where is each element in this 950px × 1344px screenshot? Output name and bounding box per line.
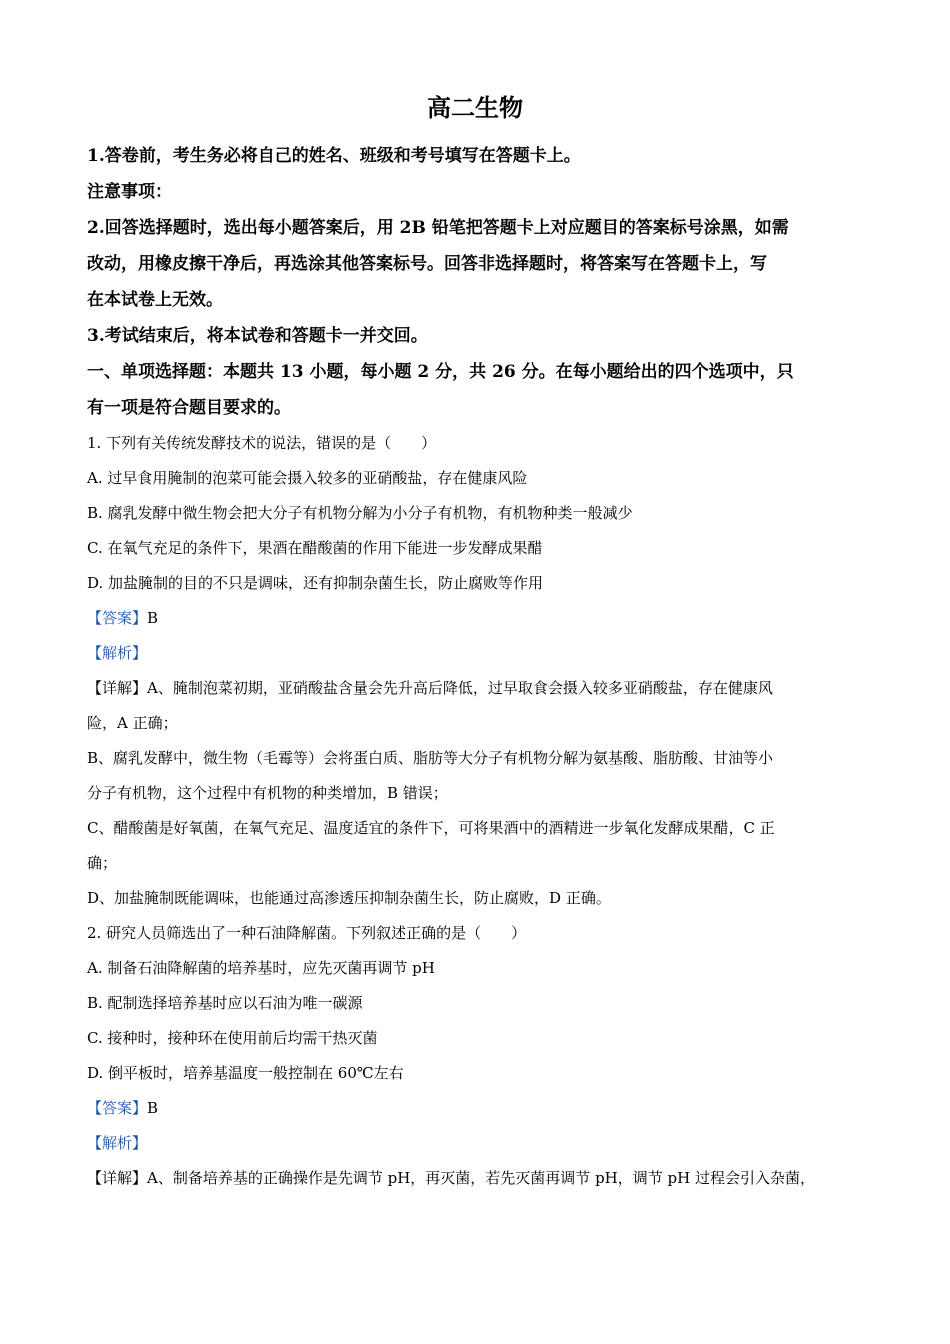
q1-detail-line-7: D、加盐腌制既能调味，也能通过高渗透压抑制杂菌生长，防止腐败，D 正确。 xyxy=(87,889,611,907)
q2-answer xyxy=(87,1091,867,1126)
q1-detail-line-5: C、醋酸菌是好氧菌，在氧气充足、温度适宜的条件下，可将果酒中的酒精进一步氧化发酵成果醋，C 正 xyxy=(87,819,775,837)
q1-detail-text-1: A、腌制泡菜初期，亚硝酸盐含量会先升高后降低，过早取食会摄入较多亚硝酸盐，存在健康风 xyxy=(147,679,773,697)
q2-stem: 2. 研究人员筛选出了一种石油降解菌。下列叙述正确的是（ ） xyxy=(87,924,527,942)
detail-tag: 【详解】 xyxy=(87,1169,148,1187)
answer-tag: 【答案】 xyxy=(87,1099,148,1117)
q1-stem: 1. 下列有关传统发酵技术的说法，错误的是（ ） xyxy=(87,434,437,452)
section-heading-line-1: 一、单项选择题：本题共 13 小题，每小题 2 分，共 26 分。在每小题给出的四个选项中，只 xyxy=(87,362,794,382)
q1-option-a: A. 过早食用腌制的泡菜可能会摄入较多的亚硝酸盐，存在健康风险 xyxy=(87,469,528,487)
instruction-line-1: 1.答卷前，考生务必将自己的姓名、班级和考号填写在答题卡上。 xyxy=(87,146,581,166)
analysis-tag: 【解析】 xyxy=(87,1134,148,1152)
q1-analysis xyxy=(87,636,867,671)
q1-detail-line-2: 险，A 正确； xyxy=(87,714,178,732)
instruction-line-3: 3.考试结束后，将本试卷和答题卡一并交回。 xyxy=(87,326,428,346)
page-title: 高二生物 xyxy=(427,93,523,122)
q1-option-b: B. 腐乳发酵中微生物会把大分子有机物分解为小分子有机物，有机物种类一般减少 xyxy=(87,504,633,522)
q2-option-a: A. 制备石油降解菌的培养基时，应先灭菌再调节 pH xyxy=(87,959,435,977)
q2-detail-line-1 xyxy=(87,1161,867,1196)
q1-option-c: C. 在氧气充足的条件下，果酒在醋酸菌的作用下能进一步发酵成果醋 xyxy=(87,539,543,557)
q2-detail-text-1: A、制备培养基的正确操作是先调节 pH，再灭菌，若先灭菌再调节 pH，调节 pH 过程会引入杂菌， xyxy=(147,1169,815,1187)
detail-tag: 【详解】 xyxy=(87,679,148,697)
q1-detail-line-3: B、腐乳发酵中，微生物（毛霉等）会将蛋白质、脂肪等大分子有机物分解为氨基酸、脂肪酸、甘油等小 xyxy=(87,749,774,767)
q1-detail-line-1 xyxy=(87,671,867,706)
q1-option-d: D. 加盐腌制的目的不只是调味，还有抑制杂菌生长，防止腐败等作用 xyxy=(87,574,544,592)
q1-detail-line-4: 分子有机物，这个过程中有机物的种类增加，B 错误； xyxy=(87,784,448,802)
instruction-line-2a: 2.回答选择题时，选出每小题答案后，用 2B 铅笔把答题卡上对应题目的答案标号涂黑，如需 xyxy=(87,218,789,238)
q2-option-d: D. 倒平板时，培养基温度一般控制在 60℃左右 xyxy=(87,1064,404,1082)
section-heading-line-2: 有一项是符合题目要求的。 xyxy=(87,398,291,418)
instruction-line-2b: 改动，用橡皮擦干净后，再选涂其他答案标号。回答非选择题时，将答案写在答题卡上，写 xyxy=(87,254,767,274)
instruction-line-2c: 在本试卷上无效。 xyxy=(87,290,223,310)
document-body xyxy=(87,138,867,1196)
q2-option-c: C. 接种时，接种环在使用前后均需干热灭菌 xyxy=(87,1029,378,1047)
q2-answer-value: B xyxy=(147,1099,159,1117)
answer-tag: 【答案】 xyxy=(87,609,148,627)
q2-analysis xyxy=(87,1126,867,1161)
q1-detail-line-6: 确； xyxy=(87,854,118,872)
instruction-notes-heading: 注意事项： xyxy=(87,182,172,202)
analysis-tag: 【解析】 xyxy=(87,644,148,662)
q1-answer xyxy=(87,601,867,636)
q1-answer-value: B xyxy=(147,609,159,627)
q2-option-b: B. 配制选择培养基时应以石油为唯一碳源 xyxy=(87,994,363,1012)
